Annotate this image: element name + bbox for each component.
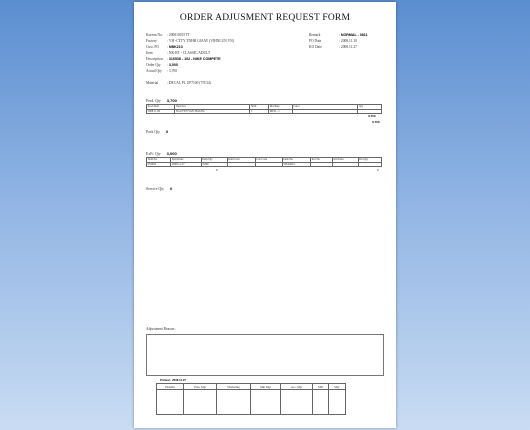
field-factory: Factory : VH -CTTY TNHH GIAAY (VIHNLUN VN): [146, 39, 234, 43]
pack-qty-value: 0: [166, 129, 169, 134]
field-label: KO Date: [309, 45, 322, 49]
exfc-mark-left: 0: [216, 168, 218, 172]
field-remark: Remark : NORMAL - 0811: [309, 33, 368, 37]
table-cell: [227, 162, 255, 167]
exfc-mark-right: 0: [377, 168, 379, 172]
signature-cell: [217, 390, 251, 415]
field-value: DECAL PL UP7100 (7/9/34): [168, 81, 211, 85]
field-value: 3,000: [168, 63, 178, 67]
field-cust-po: Cust. PO : NBK213: [146, 45, 183, 49]
signature-cell: [184, 390, 217, 415]
column-header: DelivNo: [147, 158, 171, 163]
column-header: DelivNo: [282, 158, 310, 163]
column-header: Acc. Mgr: [281, 384, 313, 390]
table-cell: 2008.11.06: [147, 109, 175, 114]
field-value: 316538 - 102 - NIKE COMPETE: [168, 57, 221, 61]
column-header: MD: [312, 384, 328, 390]
field-label: Order Qty: [146, 63, 161, 67]
column-header: Prus. Mgr: [184, 384, 217, 390]
field-label: Cust. PO: [146, 45, 159, 49]
column-header: Qty: [358, 105, 382, 110]
signature-cell: [328, 390, 345, 415]
adjustment-reason-label: Adjustment Reason :: [146, 327, 177, 331]
field-po-date: PO Date : 2008.11.10: [309, 39, 357, 43]
field-value: 200810015TT: [168, 33, 190, 37]
table-cell: [292, 109, 358, 114]
table-row: [147, 162, 382, 167]
exfc-qty-label: [146, 151, 177, 156]
column-header: Shift: [250, 105, 269, 110]
column-header: InvcDate: [332, 158, 358, 163]
field-label: PO Date: [309, 39, 322, 43]
field-order-qty: Order Qty : 3,000: [146, 63, 178, 67]
field-label: Remark: [309, 33, 321, 37]
column-header: Marketing: [217, 384, 251, 390]
table-cell: NGUYEN VAN HOANG: [175, 109, 250, 114]
column-header: InvcNo: [311, 158, 333, 163]
column-header: Operator: [175, 105, 250, 110]
field-label: Material: [146, 81, 159, 85]
column-header: Mkt Mgr: [250, 384, 280, 390]
prod-qty-label: [146, 98, 177, 103]
adjustment-reason-box: [146, 334, 384, 376]
signature-cell: [312, 390, 328, 415]
field-label: Actual Qty: [146, 69, 162, 73]
form-page: [134, 2, 396, 428]
column-header: DelivCust: [227, 158, 255, 163]
prod-total: 3,700: [368, 114, 376, 118]
prod-qty-value: 3,700: [166, 98, 177, 103]
service-qty-label: [146, 186, 172, 191]
field-value: 2008.11.27: [340, 45, 357, 49]
section-label: Prod. Qty: [146, 99, 161, 103]
service-qty-value: 0: [170, 186, 173, 191]
table-cell: 2008.11.27: [171, 162, 201, 167]
column-header: Handler: [157, 384, 184, 390]
table-row: [157, 390, 346, 415]
signature-table: [156, 383, 346, 415]
field-korean-no: Korean No. : 200810015TT: [146, 33, 190, 37]
column-header: Mgr: [328, 384, 345, 390]
field-value: 2008.11.10: [340, 39, 357, 43]
signature-cell: [157, 390, 184, 415]
prod-table: [146, 104, 382, 114]
table-cell: MED - 1: [269, 109, 293, 114]
table-cell: [255, 162, 282, 167]
column-header: Machine: [269, 105, 293, 110]
field-label: Korean No.: [146, 33, 163, 37]
field-label: Factory: [146, 39, 157, 43]
table-cell: [358, 109, 382, 114]
column-header: Prod.Date: [147, 105, 175, 110]
field-material: Material : DECAL PL UP7100 (7/9/34): [146, 81, 211, 85]
field-ko-date: KO Date : 2008.11.27: [309, 45, 357, 49]
field-actual-qty: Actual Qty : 3,700: [146, 69, 177, 73]
column-header: Cus Code: [255, 158, 282, 163]
section-label: ExFc Qty: [146, 152, 161, 156]
field-item: Item : NK-BT - CLASSIC ADULT: [146, 51, 211, 55]
field-value: 3,700: [168, 69, 177, 73]
prod-total-header: [372, 120, 380, 124]
column-header: Color: [292, 105, 358, 110]
field-description: Description : 316538 - 102 - NIKE COMPETE: [146, 57, 221, 61]
table-cell: [332, 162, 358, 167]
column-header: DelivDate: [171, 158, 201, 163]
column-header: DelivQty: [201, 158, 227, 163]
signature-cell: [250, 390, 280, 415]
field-label: Description: [146, 57, 163, 61]
table-cell: 3,000: [201, 162, 227, 167]
signature-cell: [281, 390, 313, 415]
pack-qty-label: [146, 129, 168, 134]
section-label: Service Qty: [146, 187, 165, 191]
column-header: InvcQty: [358, 158, 382, 163]
field-value: NK-BT - CLASSIC ADULT: [168, 51, 211, 55]
field-value: VH -CTTY TNHH GIAAY (VIHNLUN VN): [168, 39, 234, 43]
printed-date: Printed : 2008.11.27: [160, 378, 186, 382]
section-label: Pack Qty: [146, 130, 161, 134]
page-title: ORDER ADJUSMENT REQUEST FORM: [179, 13, 351, 23]
exfc-table: [146, 157, 382, 167]
table-cell: 635694: [147, 162, 171, 167]
table-cell: [358, 162, 382, 167]
field-label: Item: [146, 51, 153, 55]
field-value: NBK213: [168, 45, 183, 49]
field-value: NORMAL - 0811: [340, 33, 368, 37]
prod-total-value: 3,700: [372, 120, 380, 124]
table-row: [147, 109, 382, 114]
table-cell: 1: [250, 109, 269, 114]
table-cell: [311, 162, 333, 167]
exfc-qty-value: 3,000: [166, 151, 177, 156]
table-cell: VBA0691: [282, 162, 310, 167]
